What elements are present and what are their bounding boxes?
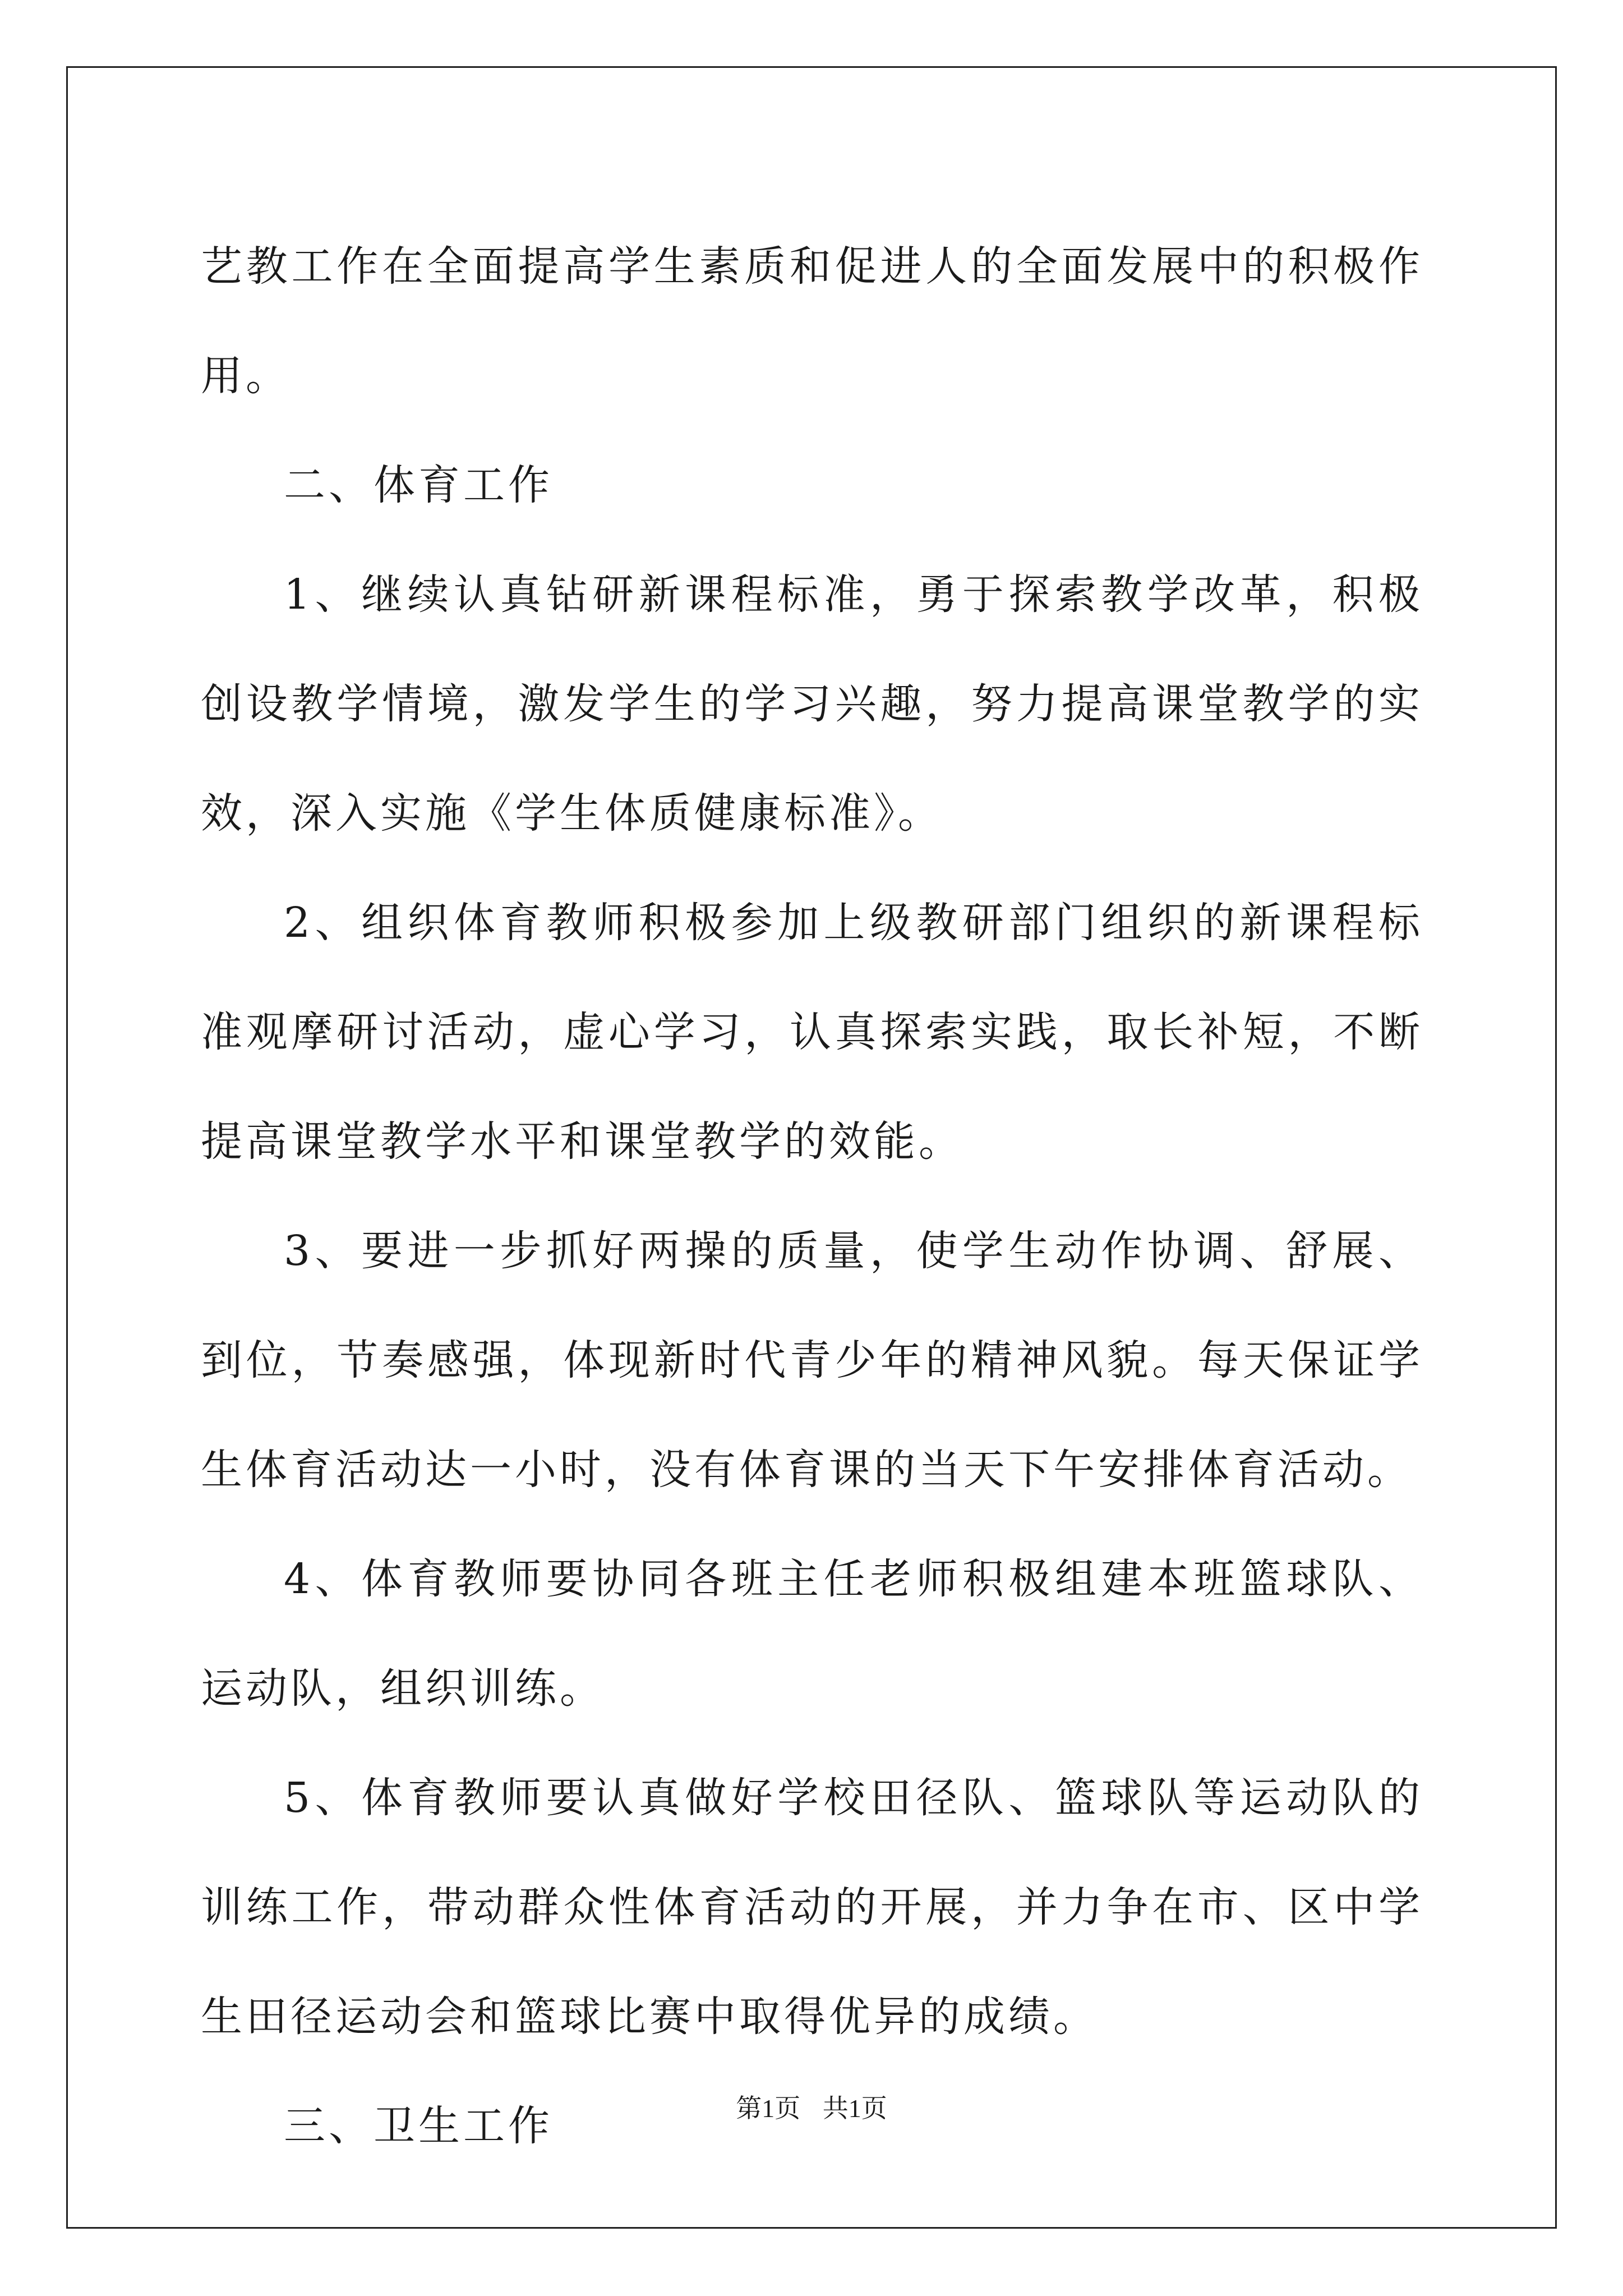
paragraph-continuation: 艺教工作在全面提高学生素质和促进人的全面发展中的积极作用。 [201,242,1423,400]
page-number-total: 共1页 [822,2094,887,2123]
paragraph-item-5: 5、体育教师要认真做好学校田径队、篮球队等运动队的训练工作，带动群众性体育活动的开展，并力争在市、区中学生田径运动会和篮球比赛中取得优异的成绩。 [201,1774,1423,2041]
page-footer [0,2088,1623,2125]
paragraph-item-4: 4、体育教师要协同各班主任老师积极组建本班篮球队、运动队，组织训练。 [201,1555,1423,1713]
paragraph-item-2: 2、组织体育教师积极参加上级教研部门组织的新课程标准观摩研讨活动，虚心学习，认真探索实践，取长补短，不断提高课堂教学水平和课堂教学的效能。 [201,899,1423,1166]
section-heading-hygiene: 三、卫生工作 [284,2102,553,2150]
section-heading-sports: 二、体育工作 [284,461,553,509]
paragraph-item-3: 3、要进一步抓好两操的质量，使学生动作协调、舒展、到位，节奏感强，体现新时代青少年的精神风貌。每天保证学生体育活动达一小时，没有体育课的当天下午安排体育活动。 [201,1227,1423,1494]
document-body [201,212,1423,2181]
paragraph-item-1: 1、继续认真钻研新课程标准，勇于探索教学改革，积极创设教学情境，激发学生的学习兴趣，努力提高课堂教学的实效，深入实施《学生体质健康标准》。 [201,570,1423,838]
page-number-current: 第1页 [736,2094,801,2123]
